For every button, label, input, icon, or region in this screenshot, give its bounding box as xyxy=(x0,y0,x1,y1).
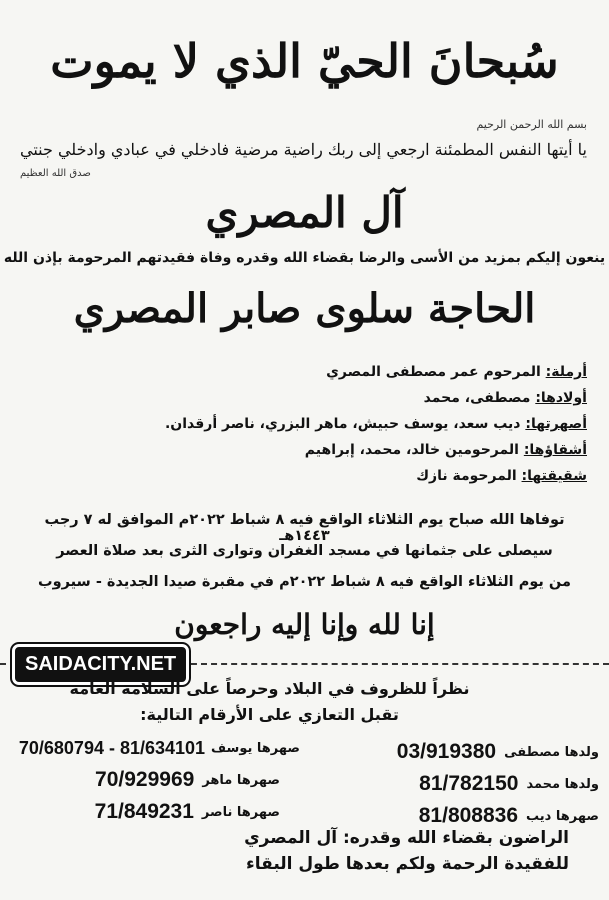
contact-row xyxy=(299,736,599,768)
relative-value: ديب سعد، يوسف حبيش، ماهر البزري، ناصر أرقدان. xyxy=(164,416,521,432)
relative-value: مصطفى، محمد xyxy=(423,390,531,406)
family-name: آل المصري xyxy=(205,188,404,237)
relative-label: أصهرتها: xyxy=(525,416,587,432)
burial-details-line: من يوم الثلاثاء الواقع فيه ٨ شباط ٢٠٢٢م في مقبرة صيدا الجديدة - سيروب xyxy=(38,574,571,590)
inna-lillah-calligraphy: إنا لله وإنا إليه راجعون xyxy=(174,608,435,641)
contact-number: 71/849231 xyxy=(94,800,194,823)
contact-row xyxy=(0,764,300,796)
contact-label: صهرها يوسف xyxy=(211,740,300,756)
relative-value: المرحوم عمر مصطفى المصري xyxy=(326,364,541,380)
contact-label: صهرها ماهر xyxy=(202,772,280,788)
contacts-left xyxy=(0,732,300,828)
conditions-line: نظراً للظروف في البلاد وحرصاً على السلامة العامة xyxy=(69,679,470,698)
contact-number: 81/808836 xyxy=(418,804,519,827)
contact-row xyxy=(299,768,599,800)
closing-text xyxy=(244,825,569,877)
relative-label: أرملة: xyxy=(545,364,587,380)
contact-label: صهرها ديب xyxy=(526,808,599,824)
relative-row xyxy=(165,416,587,432)
relative-row xyxy=(424,390,587,406)
contact-row xyxy=(0,732,300,764)
relative-row xyxy=(305,442,587,458)
relative-label: أشقاؤها: xyxy=(523,442,587,458)
watermark-logo: SAIDACITY.NET xyxy=(12,644,189,685)
deceased-name: الحاجة سلوى صابر المصري xyxy=(73,285,536,332)
relative-row xyxy=(416,468,587,484)
contacts-right xyxy=(299,736,599,832)
contact-row xyxy=(0,796,300,828)
contact-label: صهرها ناصر xyxy=(201,804,280,820)
funeral-details-line: سيصلى على جثمانها في مسجد الغفران وتوارى الثرى بعد صلاة العصر xyxy=(56,543,553,559)
contact-number: 03/919380 xyxy=(396,740,497,763)
conditions-line: تقبل التعازي على الأرقام التالية: xyxy=(140,705,399,724)
contact-number: 70/680794 - 81/634101 xyxy=(18,737,206,758)
quran-verse: يا أيتها النفس المطمئنة ارجعي إلى ربك راضية مرضية فادخلي في عبادي وادخلي جنتي xyxy=(20,140,587,159)
closing-line: الراضون بقضاء الله وقدره: آل المصري xyxy=(244,828,569,848)
announcement-text: ينعون إليكم بمزيد من الأسى والرضا بقضاء الله وقدره وفاة فقيدتهم المرحومة بإذن الله xyxy=(3,250,606,266)
relative-label: شقيقتها: xyxy=(521,468,587,484)
relative-value: المرحومين خالد، محمد، إبراهيم xyxy=(304,442,519,458)
relative-value: المرحومة نازك xyxy=(416,468,517,484)
calligraphy-header: سُبحانَ الحيّ الذي لا يموت xyxy=(50,34,559,88)
basmala: بسم الله الرحمن الرحيم xyxy=(476,118,587,131)
condolence-conditions xyxy=(40,676,499,728)
relative-label: أولادها: xyxy=(535,390,587,406)
contact-number: 81/782150 xyxy=(419,772,519,795)
contact-number: 70/929969 xyxy=(95,768,195,791)
verse-closing: صدق الله العظيم xyxy=(20,168,91,179)
death-details-line: توفاها الله صباح يوم الثلاثاء الواقع فيه ٨ شباط ٢٠٢٢م الموافق له ٧ رجب ١٤٤٣هـ xyxy=(44,512,565,544)
relative-row xyxy=(326,364,587,380)
contact-label: ولدها مصطفى xyxy=(504,744,599,760)
closing-line: للفقيدة الرحمة ولكم بعدها طول البقاء xyxy=(246,854,569,874)
contact-label: ولدها محمد xyxy=(526,776,599,792)
